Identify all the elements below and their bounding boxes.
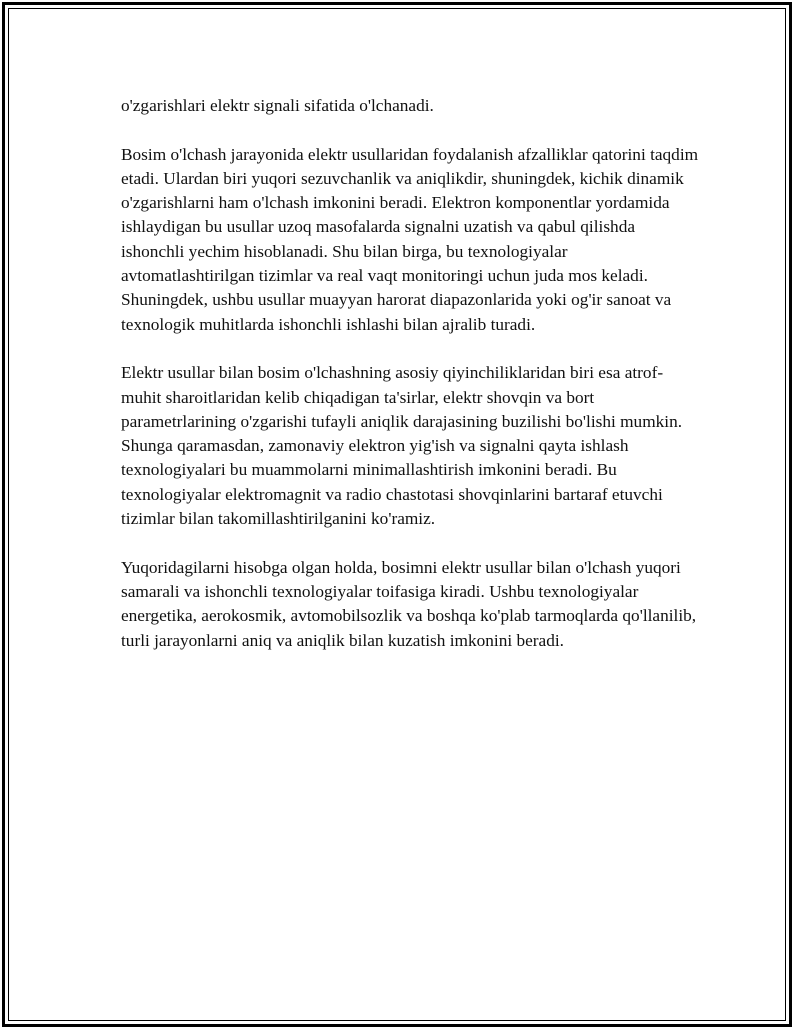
paragraph-1: o'zgarishlari elektr signali sifatida o'lchanadi.	[121, 96, 434, 115]
document-page	[2, 2, 792, 1027]
paragraph-3: Elektr usullar bilan bosim o'lchashning asosiy qiyinchiliklaridan biri esa atrof-muhit sharoitlaridan kelib chiqadigan ta'sirlar, elektr shovqin va bort parametrlarining o'zgarishi tufayli aniqlik darajasining buzilishi bo'lishi mumkin. Shunga qaramasdan, zamonaviy elektron yig'ish va signalni qayta ishlash texnologiyalari bu muammolarni minimallashtirish imkonini beradi. Bu texnologiyalar elektromagnit va radio chastotasi shovqinlarini bartaraf etuvchi tizimlar bilan takomillashtirilganini ko'ramiz.	[121, 363, 683, 529]
paragraph-4: Yuqoridagilarni hisobga olgan holda, bosimni elektr usullar bilan o'lchash yuqori samarali va ishonchli texnologiyalar toifasiga kiradi. Ushbu texnologiyalar energetika, aerokosmik, avtomobilsozlik va boshqa ko'plab tarmoqlarda qo'llanilib, turli jarayonlarni aniq va aniqlik bilan kuzatish imkonini beradi.	[121, 557, 697, 650]
document-body	[121, 94, 701, 677]
paragraph-2: Bosim o'lchash jarayonida elektr usullaridan foydalanish afzalliklar qatorini taqdim etadi. Ulardan biri yuqori sezuvchanlik va aniqlikdir, shuningdek, kichik dinamik o'zgarishlarni ham o'lchash imkonini beradi. Elektron komponentlar yordamida ishlaydigan bu usullar uzoq masofalarda signalni uzatish va qabul qilishda ishonchli yechim hisoblanadi. Shu bilan birga, bu texnologiyalar avtomatlashtirilgan tizimlar va real vaqt monitoringi uchun juda mos keladi. Shuningdek, ushbu usullar muayyan harorat diapazonlarida yoki og'ir sanoat va texnologik muhitlarda ishonchli ishlashi bilan ajralib turadi.	[121, 144, 699, 334]
